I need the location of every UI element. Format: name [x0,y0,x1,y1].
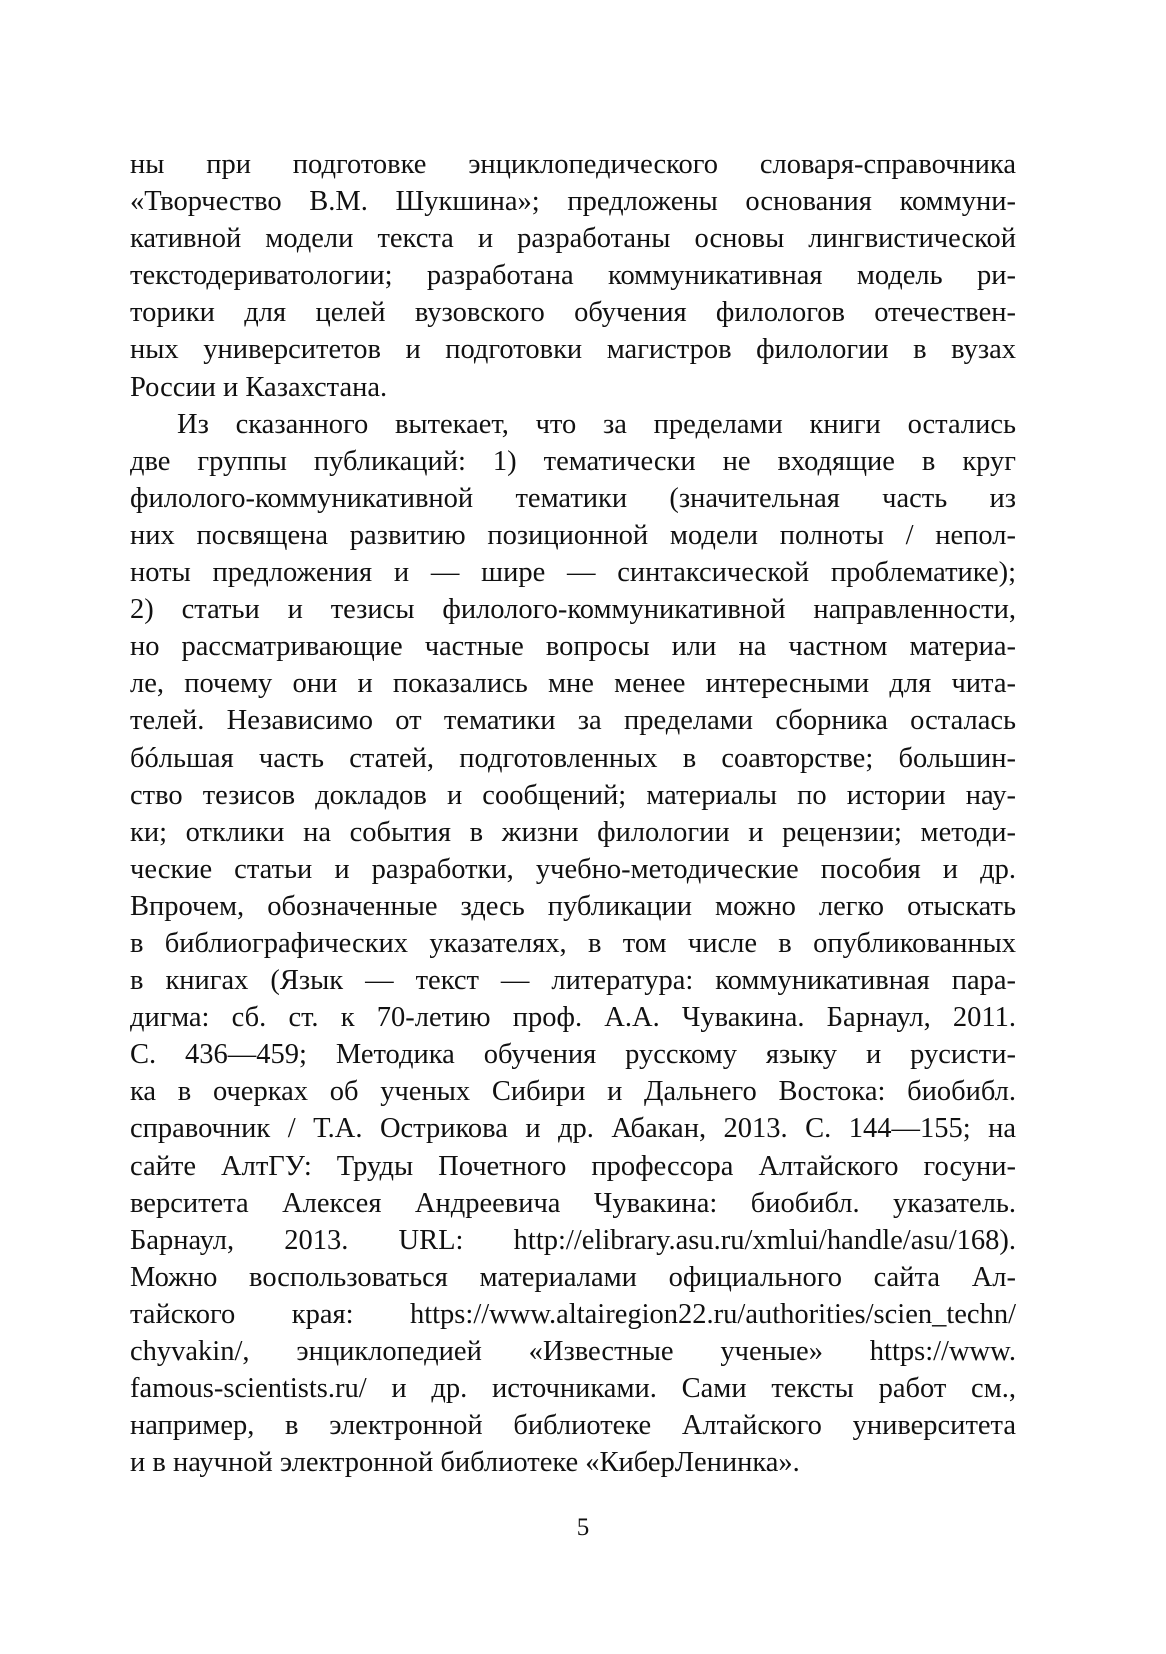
body-text [130,146,1016,1481]
text-line: текстодериватологии; разработана коммуникативная модель ри- [130,260,1016,292]
text-line: ле, почему они и показались мне менее интересными для чита- [130,668,1016,700]
text-line: тайского края: https://www.altairegion22.ru/authorities/scien_techn/ [130,1298,1016,1330]
text-line: ных университетов и подготовки магистров филологии в вузах [130,334,1016,366]
text-line: сайте АлтГУ: Труды Почетного профессора Алтайского госуни- [130,1150,1016,1182]
text-line: телей. Независимо от тематики за пределами сборника осталась [130,705,1016,737]
text-line: в библиографических указателях, в том числе в опубликованных [130,927,1016,959]
text-line: торики для целей вузовского обучения филологов отечествен- [130,297,1016,329]
text-line: но рассматривающие частные вопросы или на частном материа- [130,631,1016,663]
text-line: них посвящена развитию позиционной модели полноты / непол- [130,519,1016,551]
text-line: например, в электронной библиотеке Алтайского университета [130,1410,1016,1442]
text-line: ки; отклики на события в жизни филологии и рецензии; методи- [130,816,1016,848]
text-line: Можно воспользоваться материалами официального сайта Ал- [130,1261,1016,1293]
text-line: 2) статьи и тезисы филолого-коммуникативной направленности, [130,594,1016,626]
text-line: Барнаул, 2013. URL: http://elibrary.asu.ru/xmlui/handle/asu/168). [130,1224,1016,1256]
text-line: бóльшая часть статей, подготовленных в соавторстве; большин- [130,742,1016,774]
text-line: Впрочем, обозначенные здесь публикации можно легко отыскать [130,890,1016,922]
text-line: и в научной электронной библиотеке «КиберЛенинка». [130,1447,800,1479]
text-line: дигма: сб. ст. к 70-летию проф. А.А. Чувакина. Барнаул, 2011. [130,1002,1016,1034]
text-line: ческие статьи и разработки, учебно-методические пособия и др. [130,853,1016,885]
text-line: С. 436—459; Методика обучения русскому языку и русисти- [130,1039,1016,1071]
text-line: справочник / Т.А. Острикова и др. Абакан, 2013. С. 144—155; на [130,1113,1016,1145]
page-number: 5 [576,1514,590,1541]
text-line: ство тезисов докладов и сообщений; материалы по истории нау- [130,779,1016,811]
text-line: в книгах (Язык — текст — литература: коммуникативная пара- [130,965,1016,997]
text-line: famous-scientists.ru/ и др. источниками. Сами тексты работ см., [130,1373,1016,1405]
text-line: ноты предложения и — шире — синтаксической проблематике); [130,557,1016,589]
paragraph [130,406,1016,1482]
text-line: России и Казахстана. [130,371,388,403]
text-line: две группы публикаций: 1) тематически не входящие в круг [130,445,1016,477]
paragraph [130,146,1016,406]
text-line: ны при подготовке энциклопедического словаря-справочника [130,149,1016,180]
text-line: филолого-коммуникативной тематики (значительная часть из [130,482,1016,514]
text-line: «Творчество В.М. Шукшина»; предложены основания коммуни- [130,186,1016,218]
text-line: ка в очерках об ученых Сибири и Дальнего Востока: биобибл. [130,1076,1016,1108]
text-line: Из сказанного вытекает, что за пределами книги остались [177,408,1016,440]
text-line: chyvakin/, энциклопедией «Известные ученые» https://www. [130,1336,1016,1367]
text-line: кативной модели текста и разработаны основы лингвистической [130,223,1016,255]
text-line: верситета Алексея Андреевича Чувакина: биобибл. указатель. [130,1187,1016,1219]
